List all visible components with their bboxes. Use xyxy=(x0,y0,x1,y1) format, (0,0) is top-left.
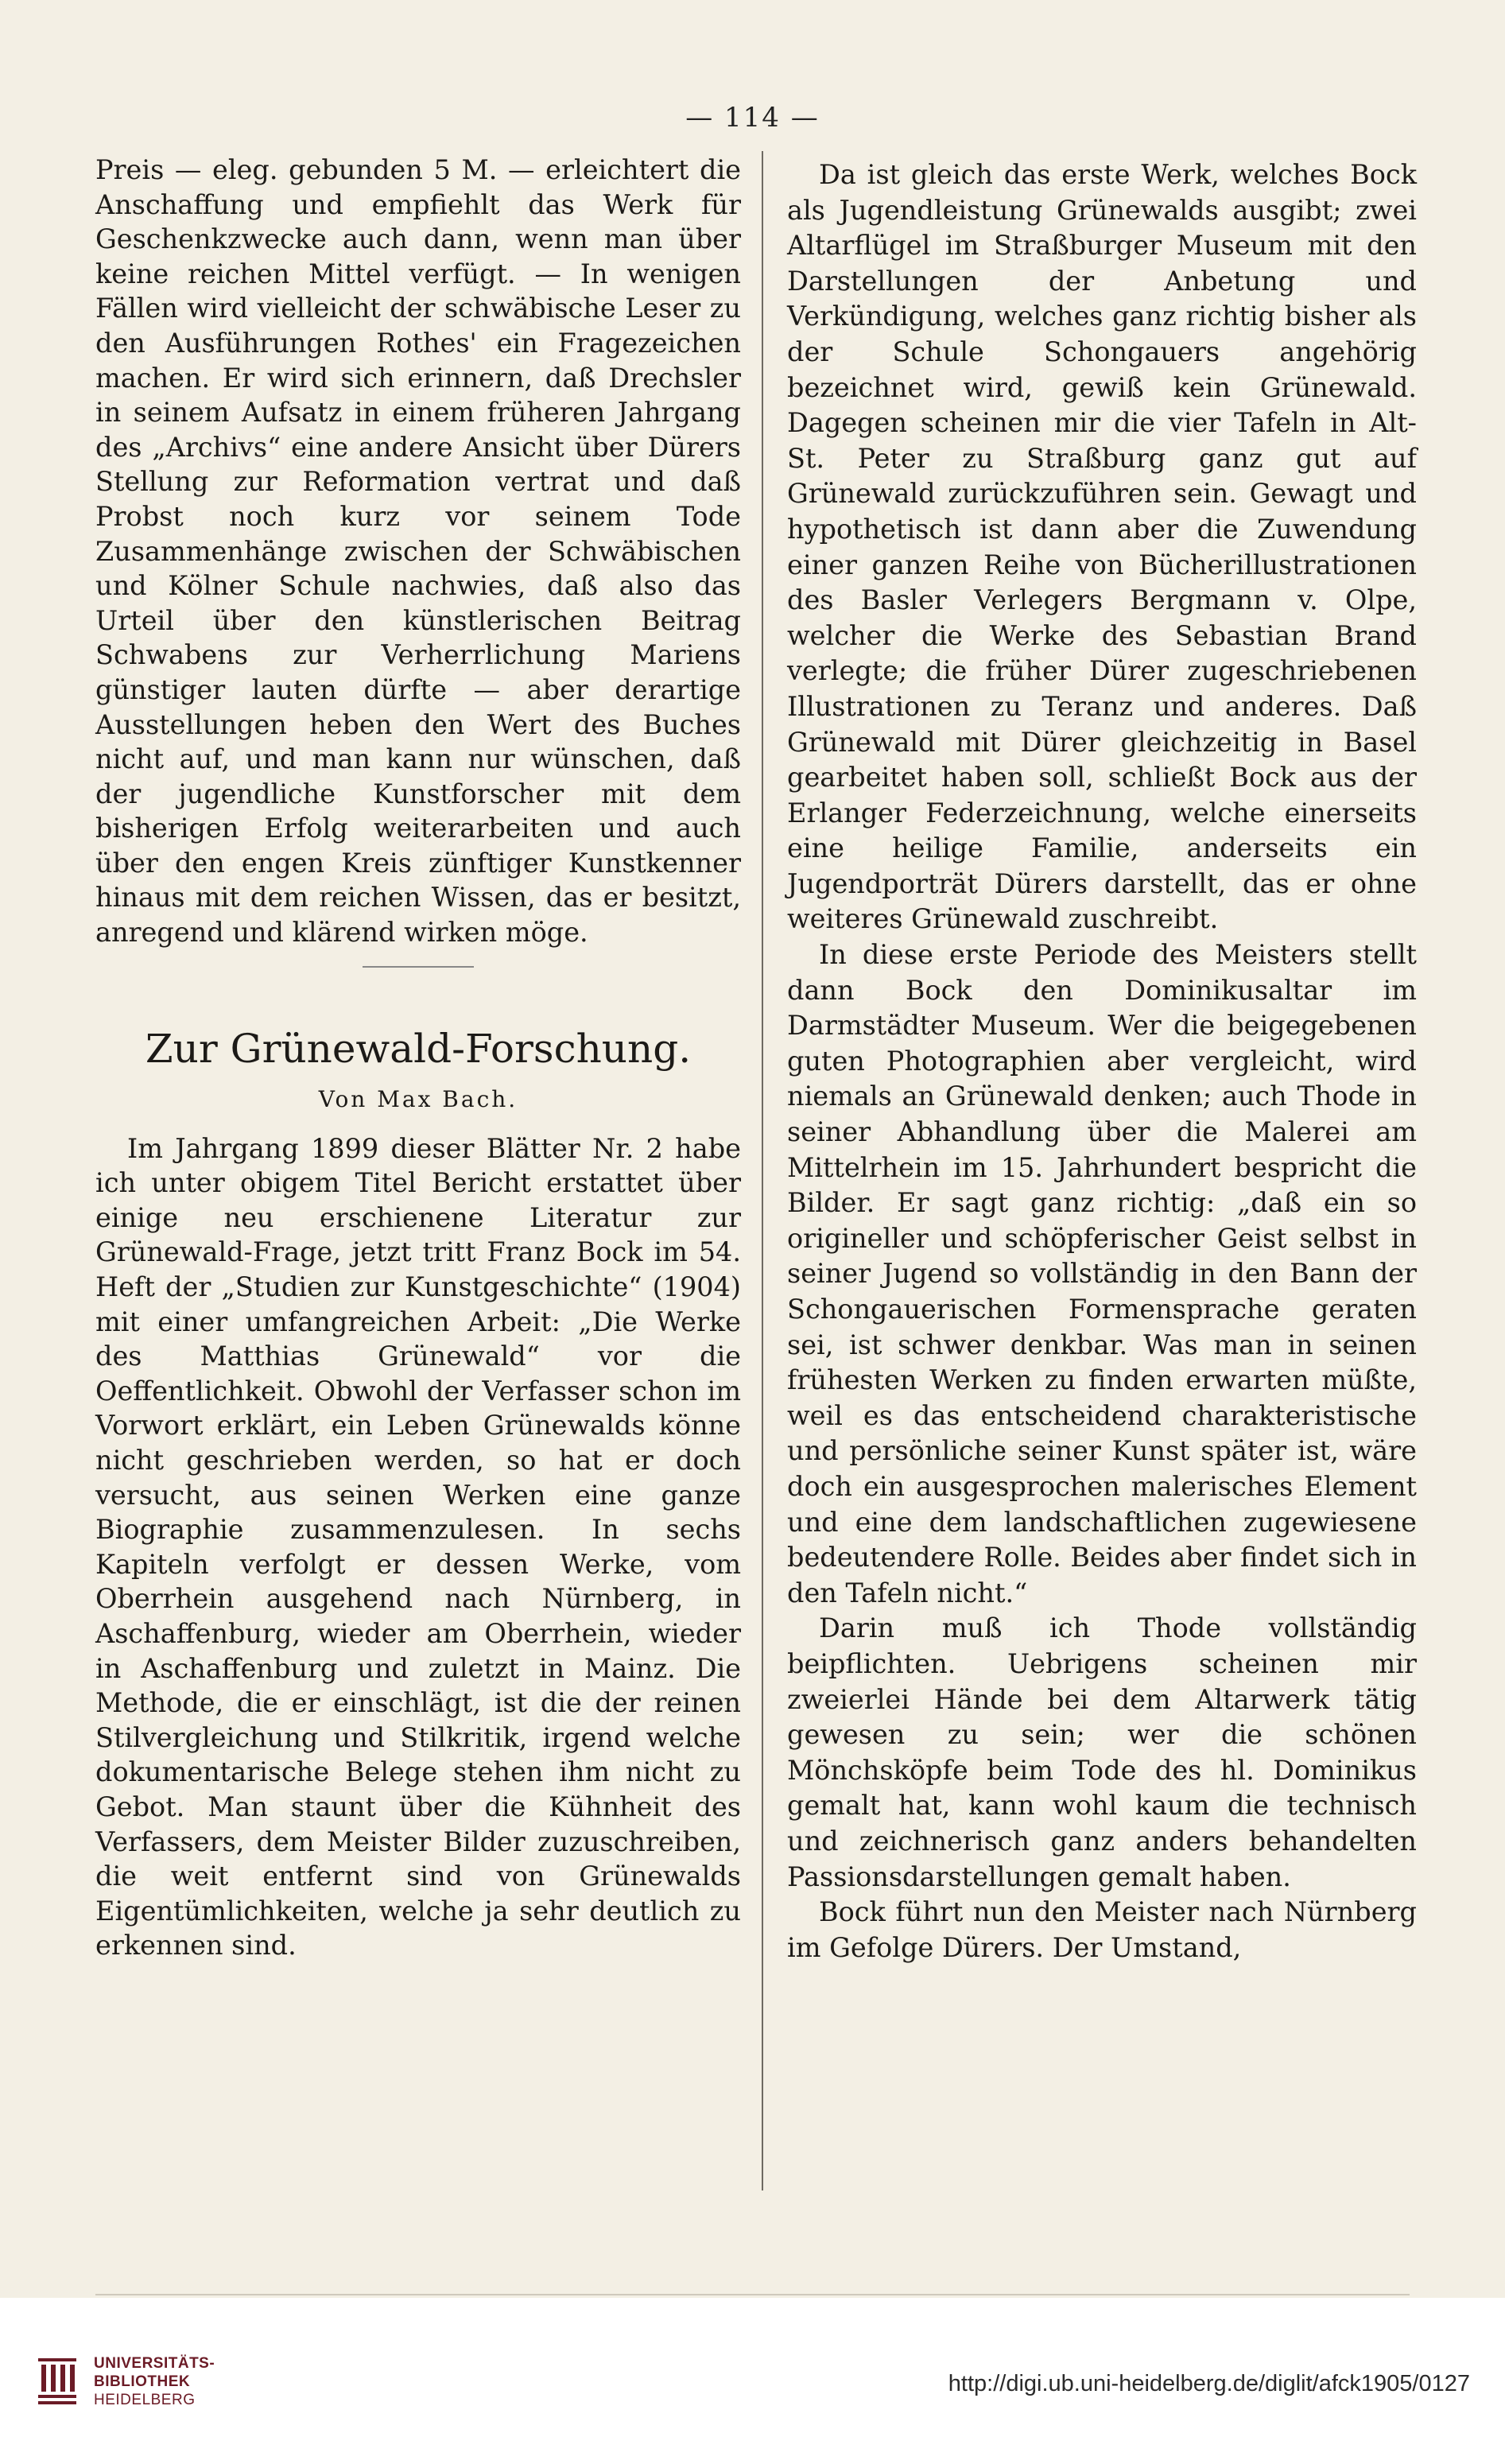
article-title: Zur Grünewald-Forschung. xyxy=(145,1025,692,1072)
footer-bar xyxy=(0,2298,1505,2464)
logo-line-1: UNIVERSITÄTS- xyxy=(94,2354,215,2372)
paragraph-3: Darin muß ich Thode vollständig beipflichten. Uebrigens scheinen mir zweierlei Hände bei dem Altarwerk tätig gewesen zu sein; wer die schönen Mönchsköpfe beim Tode des hl. Dominikus gemalt hat, kann wohl kaum die technisch und zeichnerisch ganz anders behandelten Passionsdarstellungen gemalt haben. xyxy=(787,1612,1417,1892)
source-url-link[interactable]: http://digi.ub.uni-heidelberg.de/diglit/afck1905/0127 xyxy=(948,2371,1470,2396)
section-divider xyxy=(363,966,474,968)
library-name xyxy=(94,2354,215,2409)
university-seal-icon xyxy=(35,2353,80,2409)
article-byline: Von Max Bach. xyxy=(318,1085,518,1112)
column-divider xyxy=(762,151,763,2190)
paragraph-1: Da ist gleich das erste Werk, welches Bock als Jugendleistung Grünewalds ausgibt; zwei Altarflügel im Straßburger Museum mit den Darstellungen der Anbetung und Verkündigung, welches ganz richtig bisher als der Schule Schongauers angehörig bezeichnet wird, gewiß kein Grünewald. Dagegen scheinen mir die vier Tafeln in Alt-St. Peter zu Straßburg ganz gut auf Grünewald zurückzuführen sein. Gewagt und hypothetisch ist dann aber die Zuwendung einer ganzen Reihe von Bücherillustrationen des Basler Verlegers Bergmann v. Olpe, welcher die Werke des Sebastian Brand verlegte; die früher Dürer zugeschriebenen Illustrationen zu Teranz und anderes. Daß Grünewald mit Dürer gleichzeitig in Basel gearbeitet haben soll, schließt Bock aus der Erlanger Federzeichnung, welche einerseits eine heilige Familie, anderseits ein Jugendporträt Dürers darstellt, das er ohne weiteres Grünewald zuschreibt. xyxy=(787,159,1417,935)
left-column xyxy=(95,153,741,1963)
library-logo[interactable] xyxy=(35,2353,215,2409)
logo-line-2: BIBLIOTHEK xyxy=(94,2373,191,2390)
article-paragraph: Im Jahrgang 1899 dieser Blätter Nr. 2 habe ich unter obigem Titel Bericht erstattet über einige neu erschienene Literatur zur Grünewald-Frage, jetzt tritt Franz Bock im 54. Heft der „Studien zur Kunstgeschichte“ (1904) mit einer umfangreichen Arbeit: „Die Werke des Matthias Grünewald“ vor die Oeffentlichkeit. Obwohl der Verfasser schon im Vorwort erklärt, ein Leben Grünewalds könne nicht geschrieben werden, so hat er doch versucht, aus seinen Werken eine ganze Biographie zusammenzulesen. In sechs Kapiteln verfolgt er dessen Werke, vom Oberrhein ausgehend nach Nürnberg, in Aschaffenburg, wieder am Oberrhein, wieder in Aschaffenburg und zuletzt in Mainz. Die Methode, die er einschlägt, ist die der reinen Stilvergleichung und Stilkritik, irgend welche dokumentarische Belege stehen ihm nicht zu Gebot. Man staunt über die Kühnheit des Verfassers, dem Meister Bilder zuzuschreiben, die weit entfernt sind von Grünewalds Eigentümlichkeiten, welche ja sehr deutlich zu erkennen sind. xyxy=(95,1132,741,1961)
page-number: — 114 — xyxy=(685,102,820,134)
logo-line-3: HEIDELBERG xyxy=(94,2391,196,2408)
paragraph-2: In diese erste Periode des Meisters stellt dann Bock den Dominikusaltar im Darmstädter Museum. Wer die beigegebenen guten Photographien aber vergleicht, wird niemals an Grünewald denken; auch Thode in seiner Abhandlung über die Malerei am Mittelrhein im 15. Jahrhundert bespricht die Bilder. Er sagt ganz richtig: „daß ein so origineller und schöpferischer Geist selbst in seiner Jugend so vollständig in den Bann der Schongauerischen Formensprache geraten sei, ist schwer denkbar. Was man in seinen frühesten Werken zu finden erwarten müßte, weil es das entscheidend charakteristische und persönliche seiner Kunst später ist, wäre doch ein ausgesprochen malerisches Element und eine dem landschaftlichen zugewiesene bedeutendere Rolle. Beides aber findet sich in den Tafeln nicht.“ xyxy=(787,939,1417,1608)
footer-rule xyxy=(95,2294,1410,2295)
review-paragraph: Preis — eleg. gebunden 5 M. — erleichtert die Anschaffung und empfiehlt das Werk für Geschenkzwecke auch dann, wenn man über keine reichen Mittel verfügt. — In wenigen Fällen wird vielleicht der schwäbische Leser zu den Ausführungen Rothes' ein Fragezeichen machen. Er wird sich erinnern, daß Drechsler in seinem Aufsatz in einem früheren Jahrgang des „Archivs“ eine andere Ansicht über Dürers Stellung zur Reformation vertrat und daß Probst noch kurz vor seinem Tode Zusammenhänge zwischen der Schwäbischen und Kölner Schule nachwies, daß also das Urteil über den künstlerischen Beitrag Schwabens zur Verherrlichung Mariens günstiger lauten dürfte — aber derartige Ausstellungen heben den Wert des Buches nicht auf, und man kann nur wünschen, daß der jugendliche Kunstforscher mit dem bisherigen Erfolg weiterarbeiten und auch über den engen Kreis zünftiger Kunstkenner hinaus mit dem reichen Wissen, das er besitzt, anregend und klärend wirken möge. xyxy=(95,154,741,949)
paragraph-4: Bock führt nun den Meister nach Nürnberg im Gefolge Dürers. Der Umstand, xyxy=(787,1896,1417,1963)
right-column xyxy=(787,157,1417,1965)
